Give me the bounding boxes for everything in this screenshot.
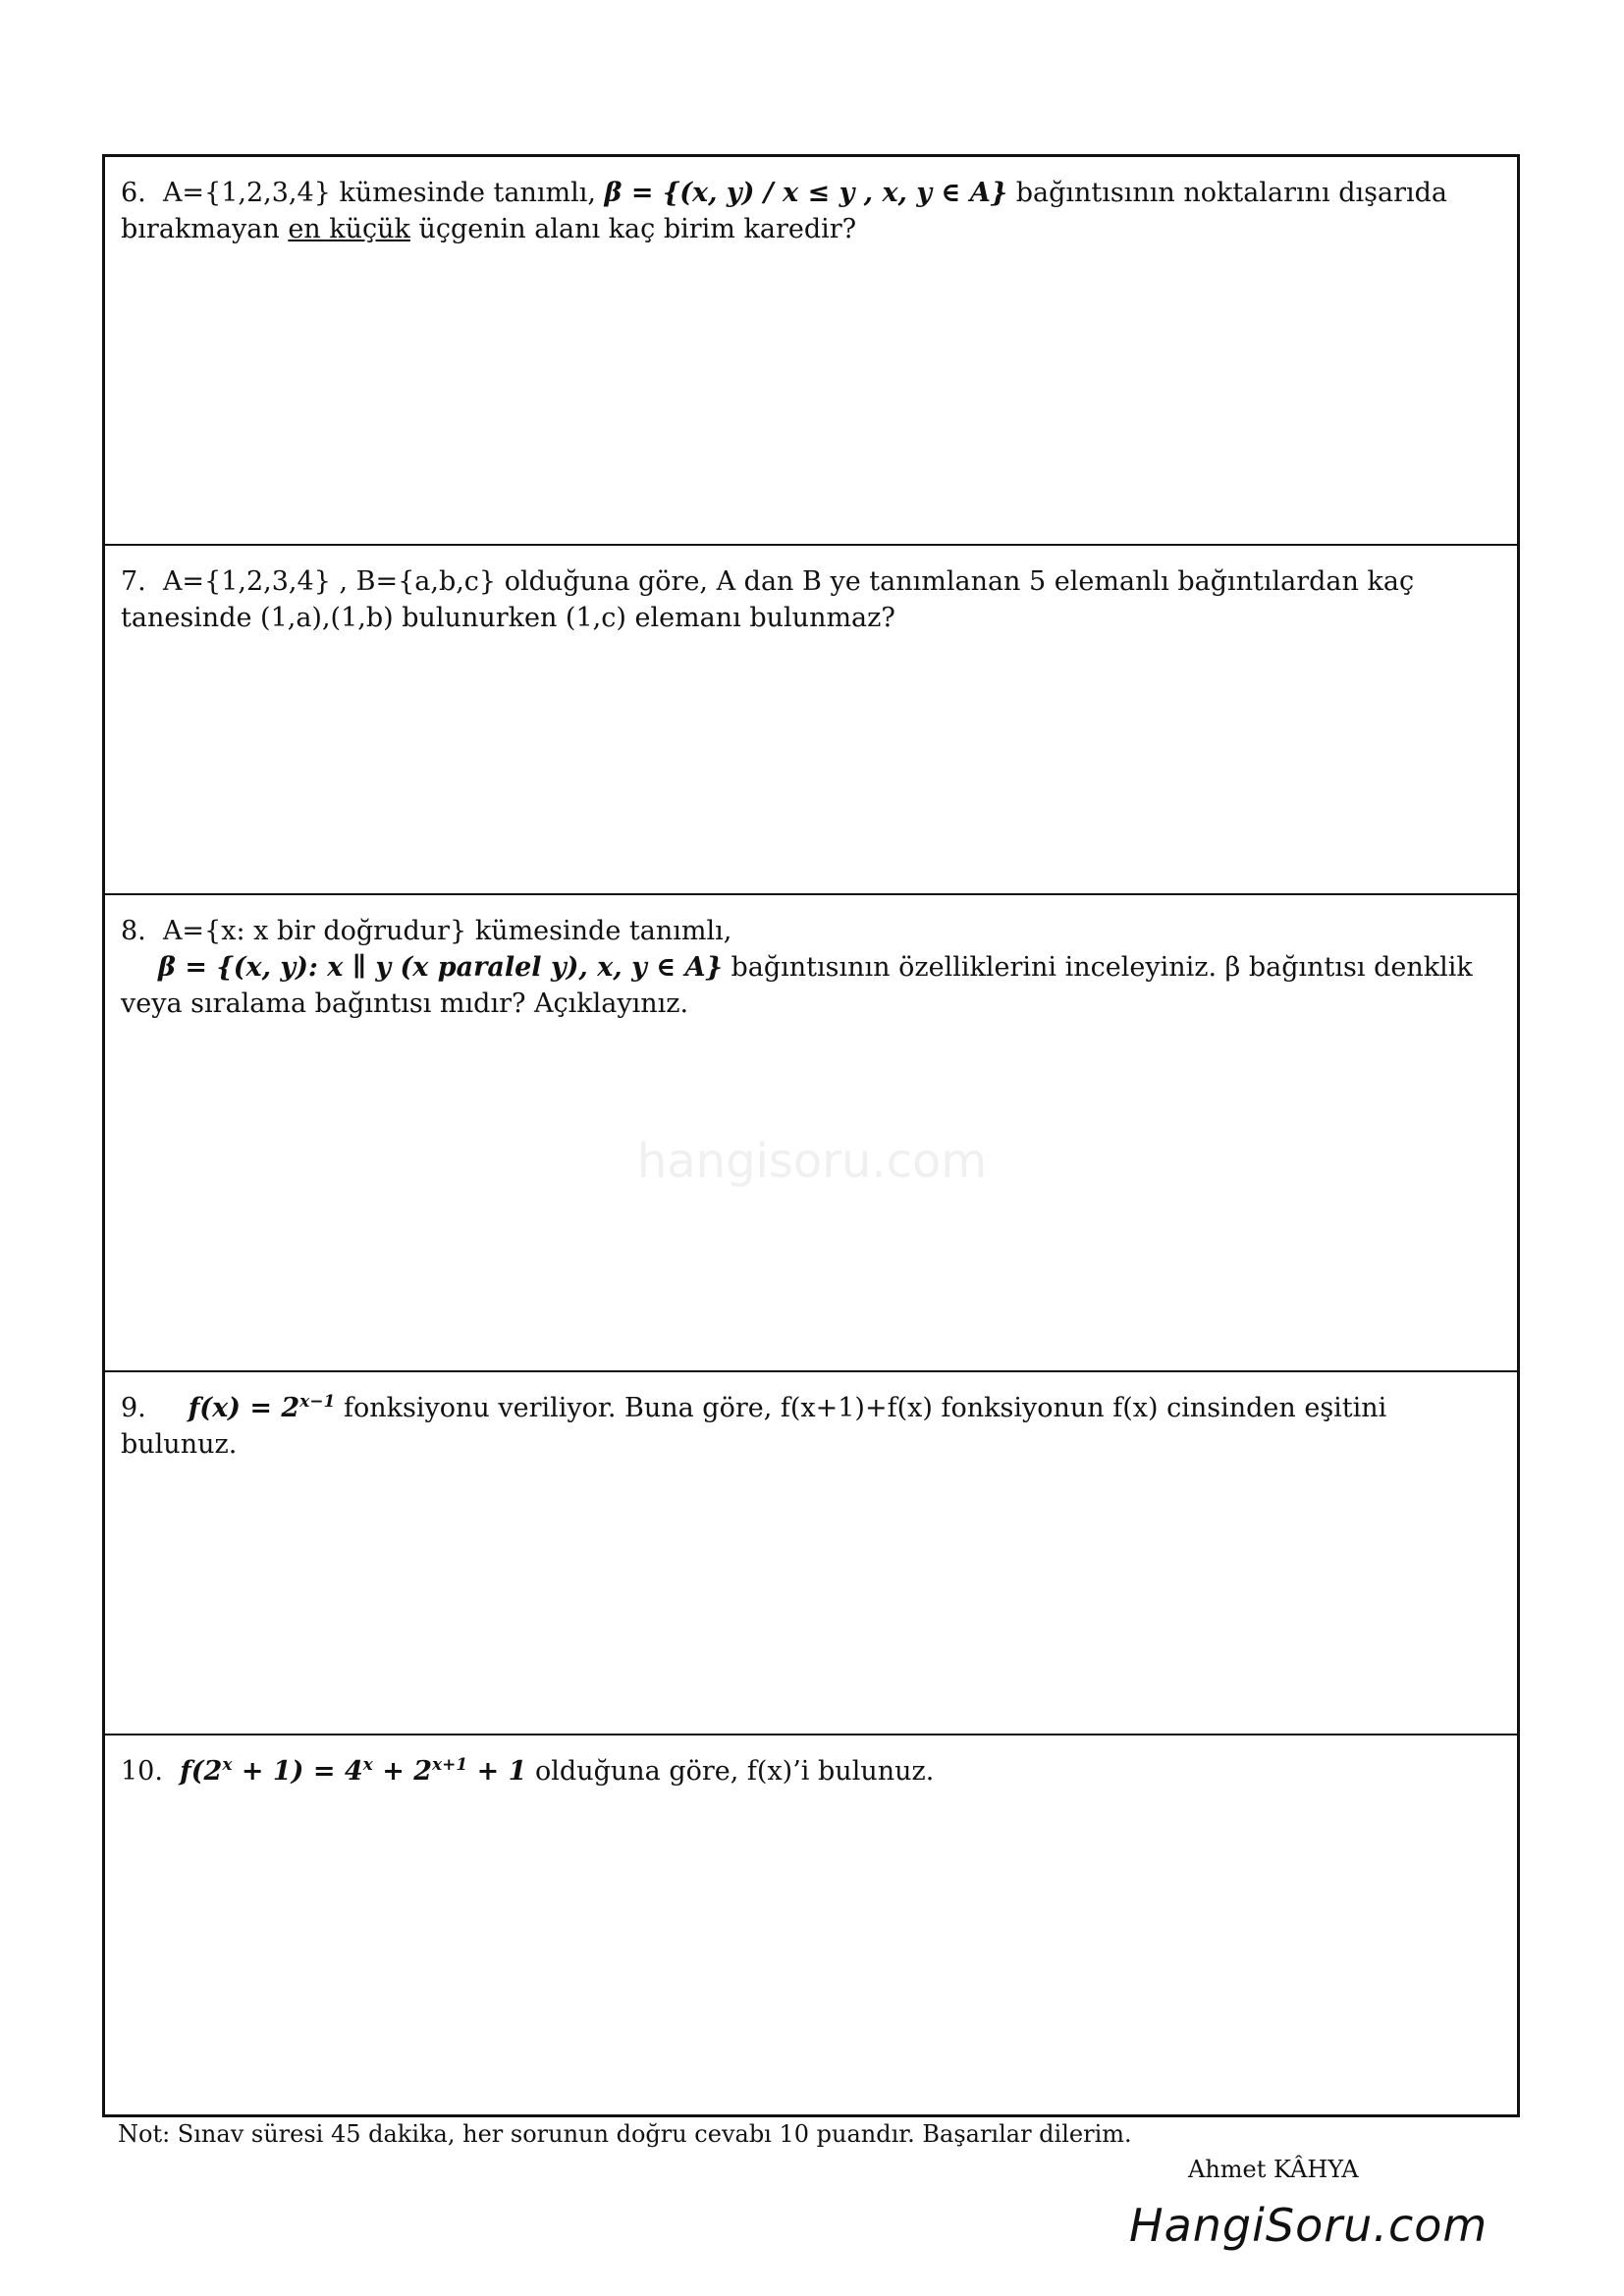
math-expression: $f(x) = 2^{x-1}$: [188, 1392, 336, 1423]
math-expression: $f(2^x + 1) = 4^x + 2^{x+1} + 1$: [180, 1755, 527, 1787]
question-text: bağıntısının noktalarını dışarıda bırakmayan: [121, 178, 1448, 244]
question-text: fonksiyonu veriliyor. Buna göre, f(x+1)+f(x) fonksiyonun f(x) cinsinden eşitini bulunuz.: [121, 1393, 1387, 1460]
question-number: 9.: [121, 1393, 146, 1423]
question-text: A={1,2,3,4} , B={a,b,c} olduğuna göre, A dan B ye tanımlanan 5 elemanlı bağıntılardan kaç tanesinde (1,a),(1,b) bulunurken (1,c) elemanı bulunmaz?: [121, 566, 1415, 633]
question-number: 8.: [121, 916, 146, 946]
math-expression: β = {(x, y) / x ≤ y , x, y ∈ A}: [604, 178, 1008, 208]
question-text: üçgenin alanı kaç birim karedir?: [409, 214, 857, 244]
question-number: 10.: [121, 1756, 163, 1787]
question-number: 7.: [121, 566, 146, 597]
question-text: A={x: x bir doğrudur} kümesinde tanımlı,: [162, 916, 732, 946]
question-text: bağıntısının özelliklerini inceleyiniz. β bağıntısı denklik veya sıralama bağıntısı mıdır? Açıklayınız.: [121, 952, 1473, 1019]
math-expression: β = {(x, y): x ∥ y (x paralel y), x, y ∈ A}: [158, 952, 723, 983]
question-number: 6.: [121, 178, 146, 208]
exam-note: Not: Sınav süresi 45 dakika, her sorunun doğru cevabı 10 puandır. Başarılar dilerim.: [118, 2120, 1132, 2148]
question-9: [105, 1372, 1517, 1735]
question-text: A={1,2,3,4} kümesinde tanımlı,: [162, 178, 605, 208]
author-name: Ahmet KÂHYA: [1188, 2156, 1359, 2183]
question-6: [105, 157, 1517, 546]
question-text: olduğuna göre, f(x)’i bulunuz.: [526, 1756, 935, 1787]
brand-logo-text: HangiSoru.com: [1129, 2199, 1489, 2252]
watermark: hangisoru.com: [636, 1134, 988, 1189]
question-7: [105, 546, 1517, 895]
question-10: [105, 1735, 1517, 2114]
underlined-text: en küçük: [288, 214, 410, 244]
